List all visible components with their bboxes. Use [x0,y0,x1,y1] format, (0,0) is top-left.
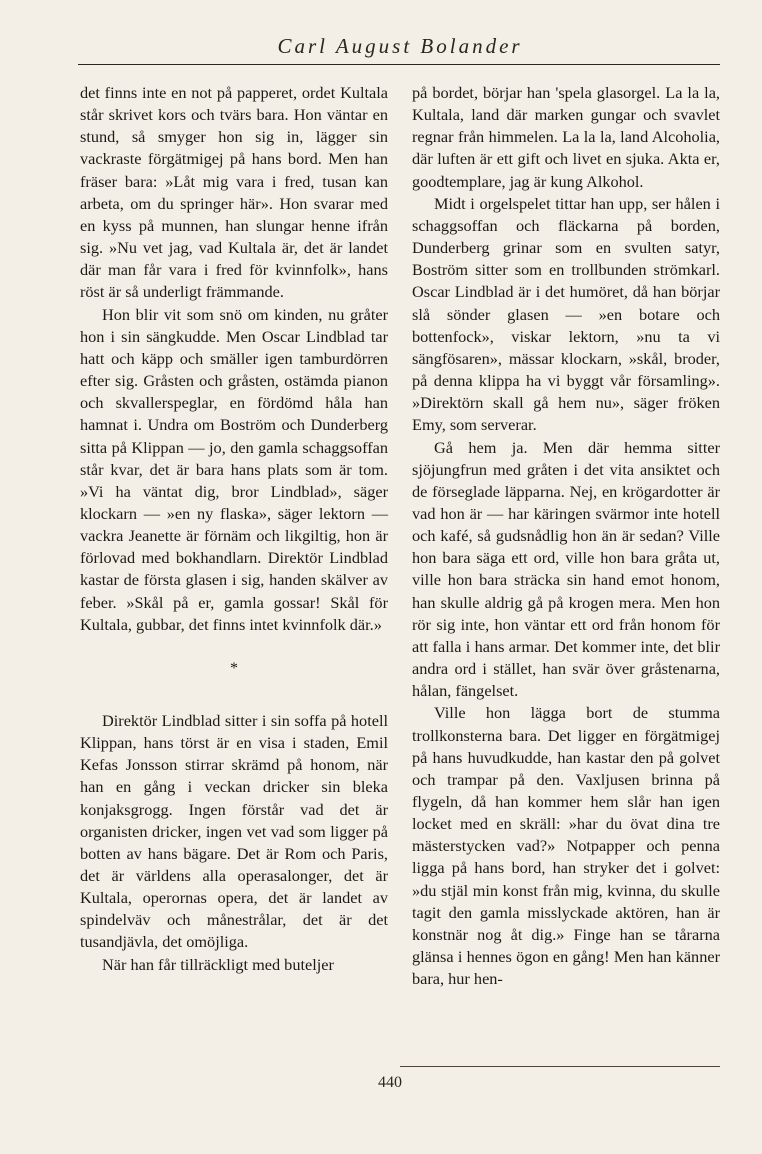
left-column [80,82,388,976]
right-paragraph-3: Gå hem ja. Men där hemma sitter sjöjungfrun med gråten i det vita ansiktet och de förseglade läpparna. Nej, en krögardotter är vad hon är — har käringen svärmor inte hotell och kafé, så gudsnådlig hon än är sedan? Ville hon bara säga ett ord, ville hon bara gråta ut, ville hon bara sträcka sin hand emot honom, han skulle aldrig gå på krogen mera. Men hon rör sig inte, hon väntar ett ord från honom för att falla i hans armar. Det kommer inte, det blir andra ord i stället, han svär över gråstenarna, hålan, fängelset. [412,437,720,701]
left-paragraph-2: Hon blir vit som snö om kinden, nu gråter hon i sin sängkudde. Men Oscar Lindblad tar hatt och käpp och smäller igen tamburdörren efter sig. Gråsten och gråsten, ostämda pianon och skvallerspeglar, en fördömd håla han hamnat i. Undra om Boström och Dunderberg sitta på Klippan — jo, den gamla schaggsoffan står kvar, det är bara hans plats som är tom. »Vi ha väntat dig, bror Lindblad», säger klockarn — »en ny flaska», säger lektorn — vackra Jeanette är förnäm och likgiltig, hon är förlovad med bokhandlarn. Direktör Lindblad kastar de första glasen i sig, handen skälver av feber. »Skål på er, gamla gossar! Skål för Kultala, gubbar, det finns intet kvinnfolk där.» [80,304,388,634]
left-paragraph-3: Direktör Lindblad sitter i sin soffa på hotell Klippan, hans törst är en visa i staden, Emil Kefas Jonsson stirrar skrämd på honom, när han en gång i veckan dricker sin bleka konjaksgrogg. Ingen förstår vad det är organisten dricker, ingen vet vad som ligger på botten av hans bägare. Det är Rom och Paris, det är världens alla operasalonger, det är Kultala, operornas opera, det är landet av spindelväv och månestrålar, det är det tusandjävla, det omöjliga. [80,710,388,952]
right-column [412,82,720,990]
running-header-title: Carl August Bolander [277,34,523,58]
header-rule [78,64,720,65]
section-separator: * [230,659,238,677]
left-paragraph-1: det finns inte en not på papperet, ordet Kultala står skrivet kors och tvärs bara. Hon väntar en stund, så smyger hon sig in, lägger sin vackraste förgätmigej på hans bord. Men han fräser bara: »Låt mig vara i fred, tusan kan arbeta, om du springer här». Hon svarar med en kyss på munnen, han slungar henne ifrån sig. »Nu vet jag, vad Kultala är, det är landet där man får vara i fred för kvinnfolk», hans röst är så underligt främmande. [80,83,388,302]
right-paragraph-2: Midt i orgelspelet tittar han upp, ser hålen i schaggsoffan och fläckarna på borden, Dunderberg grinar som en svulten satyr, Boström sitter som en trollbunden strömkarl. Oscar Lindblad är i det humöret, då han börjar slå sönder glasen — »en botare och bottenfock», viskar lektorn, »nu ta vi sängfösaren», mässar klockarn, »skål, broder, på denna klippa ha vi byggt vår församling». »Direktörn skall gå hem nu», säger fröken Emy, som serverar. [412,193,720,435]
right-paragraph-1: på bordet, börjar han 'spela glasorgel. La la la, Kultala, land där marken gungar och svavlet regnar från himmelen. La la la, land Alcoholia, där luften är ett gift och livet en sjuka. Akta er, goodtemplare, jag är kung Alkohol. [412,83,720,191]
page-number: 440 [378,1074,402,1091]
right-paragraph-4: Ville hon lägga bort de stumma trollkonsterna bara. Det ligger en förgätmigej på hans huvudkudde, han kastar den på golvet och trampar på den. Vaxljusen brinna på flygeln, då han kommer hem slår han igen locket med en skräll: »har du övat dina tre mästerstycken vad?» Notpapper och penna ligga på hans bord, han stryker det i golvet: »du stjäl min konst från mig, kvinna, du skulle tagit den gamla misslyckade aktören, han är konstnär nog åt dig.» Finge han se tårarna glänsa i hennes ögon en gång! Men han känner bara, hur hen- [412,703,720,989]
footer-rule [400,1066,720,1067]
left-paragraph-4: När han får tillräckligt med buteljer [102,954,334,974]
